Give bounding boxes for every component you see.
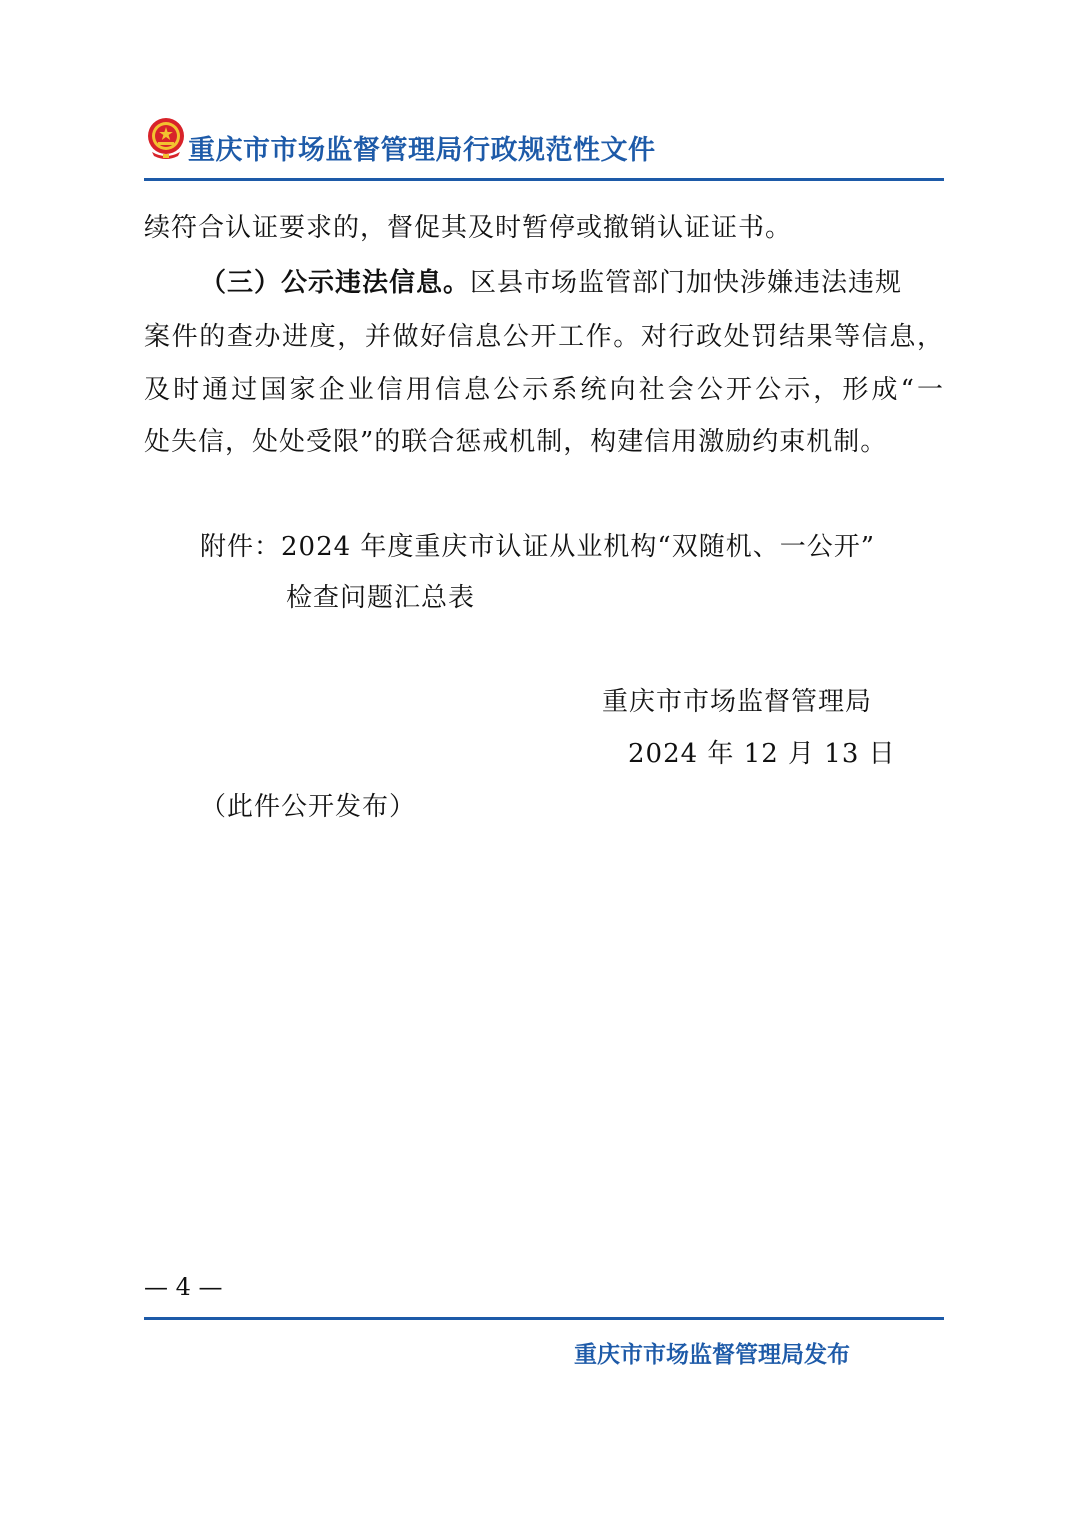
disclosure-note: （此件公开发布） (200, 792, 417, 822)
header-rule (144, 178, 944, 181)
section-3-first-line (200, 268, 944, 298)
page-number: — 4 — (144, 1273, 223, 1301)
paragraph-line: 案件的查办进度，并做好信息公开工作。对行政处罚结果等信息， (144, 322, 944, 352)
national-emblem-icon (146, 116, 186, 160)
signature-org: 重庆市市场监督管理局 (602, 687, 873, 717)
paragraph-line: 及时通过国家企业信用信息公示系统向社会公开公示，形成“一 (144, 375, 944, 405)
signature-date: 2024 年 12 月 13 日 (628, 739, 896, 769)
attachment-title-cont: 检查问题汇总表 (286, 583, 476, 613)
paragraph-line: 续符合认证要求的，督促其及时暂停或撤销认证证书。 (144, 213, 793, 243)
document-header (144, 112, 944, 182)
attachment-label: 附件：2024 年度重庆市认证从业机构“双随机、一公开” (200, 532, 876, 562)
footer-rule (144, 1317, 944, 1320)
section-3-text: 区县市场监管部门加快涉嫌违法违规 (470, 268, 903, 298)
footer-publisher: 重庆市市场监督管理局发布 (574, 1342, 850, 1368)
paragraph-line: 处失信，处处受限”的联合惩戒机制，构建信用激励约束机制。 (144, 427, 888, 457)
header-title: 重庆市市场监督管理局行政规范性文件 (188, 135, 656, 166)
section-3-heading: （三）公示违法信息。 (200, 268, 471, 298)
